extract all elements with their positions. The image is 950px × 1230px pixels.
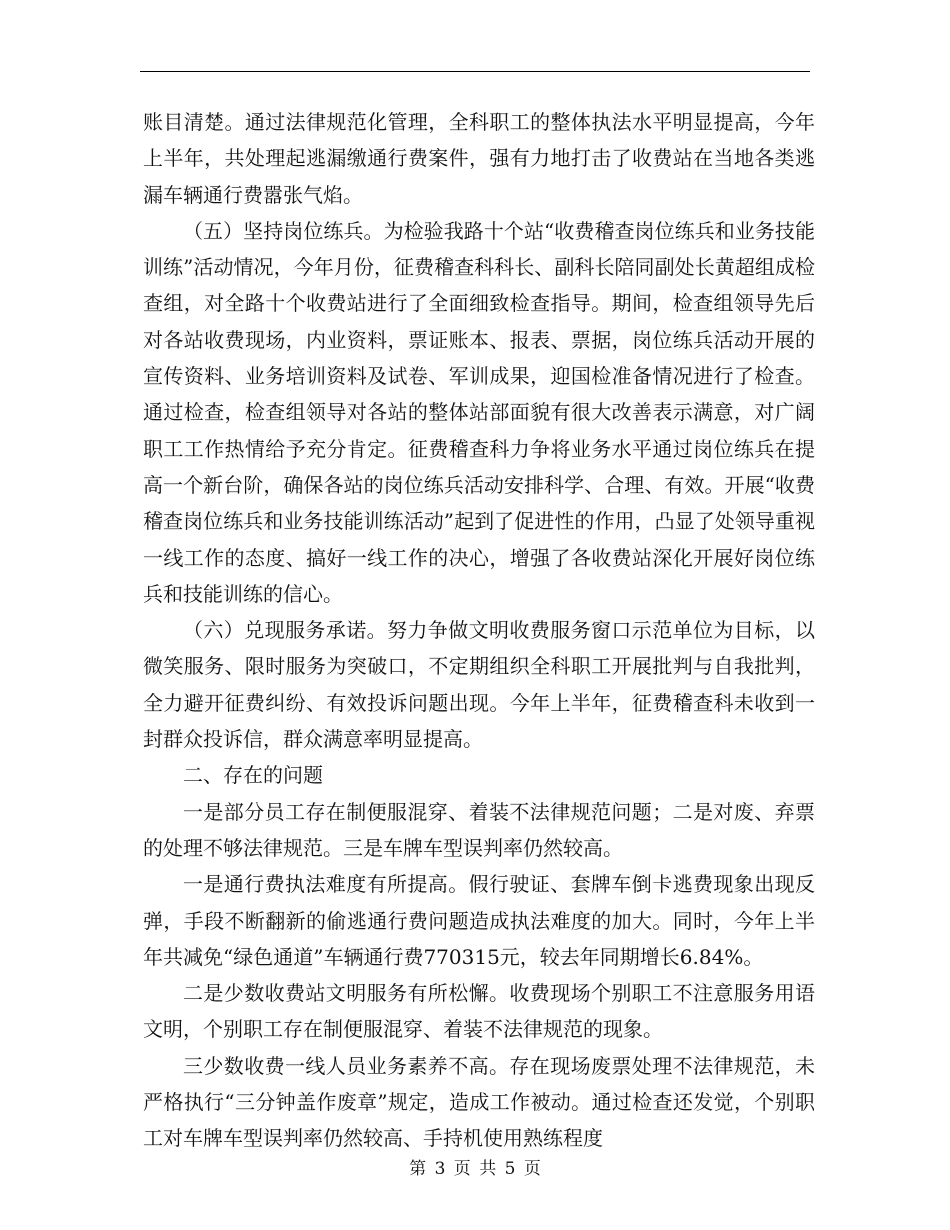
paragraph-continuation: 账目清楚。通过法律规范化管理，全科职工的整体执法水平明显提高，今年上半年，共处理起逃漏缴通行费案件，强有力地打击了收费站在当地各类逃漏车辆通行费嚣张气焰。 (143, 110, 815, 207)
body-text (143, 104, 815, 1157)
paragraph-problem-2: 二是少数收费站文明服务有所松懈。收费现场个别职工不注意服务用语文明，个别职工存在制便服混穿、着装不法律规范的现象。 (143, 981, 815, 1042)
page-number-footer: 第 3 页 共 5 页 (409, 1159, 541, 1179)
paragraph-problem-3: 三少数收费一线人员业务素养不高。存在现场废票处理不法律规范，未严格执行“三分钟盖作废章”规定，造成工作被动。通过检查还发觉，个别职工对车牌车型误判率仍然较高、手持机使用熟练程度 (143, 1053, 815, 1151)
section-heading-problems: 二、存在的问题 (183, 763, 323, 788)
paragraph-section-6: （六）兑现服务承诺。努力争做文明收费服务窗口示范单位为目标，以微笑服务、限时服务为突破口，不定期组织全科职工开展批判与自我批判，全力避开征费纠纷、有效投诉问题出现。今年上半年，征费稽查科未收到一封群众投诉信，群众满意率明显提高。 (143, 618, 815, 752)
paragraph-problem-1: 一是通行费执法难度有所提高。假行驶证、套牌车倒卡逃费现象出现反弹，手段不断翻新的偷逃通行费问题造成执法难度的加大。同时，今年上半年共减免“绿色通道”车辆通行费770315元，较去年同期增长6.84%。 (143, 872, 815, 969)
header-rule (140, 71, 810, 72)
paragraph-section-5: （五）坚持岗位练兵。为检验我路十个站“收费稽查岗位练兵和业务技能训练”活动情况，今年月份，征费稽查科科长、副科长陪同副处长黄超组成检查组，对全路十个收费站进行了全面细致检查指导。期间，检查组领导先后对各站收费现场，内业资料，票证账本、报表、票据，岗位练兵活动开展的宣传资料、业务培训资料及试卷、军训成果，迎国检准备情况进行了检查。通过检查，检查组领导对各站的整体站部面貌有很大改善表示满意，对广阔职工工作热情给予充分肯定。征费稽查科力争将业务水平通过岗位练兵在提高一个新台阶，确保各站的岗位练兵活动安排科学、合理、有效。开展“收费稽查岗位练兵和业务技能训练活动”起到了促进性的作用，凸显了处领导重视一线工作的态度、搞好一线工作的决心，增强了各收费站深化开展好岗位练兵和技能训练的信心。 (143, 218, 815, 606)
paragraph-problems-summary: 一是部分员工存在制便服混穿、着装不法律规范问题；二是对废、弃票的处理不够法律规范。三是车牌车型误判率仍然较高。 (143, 799, 815, 860)
